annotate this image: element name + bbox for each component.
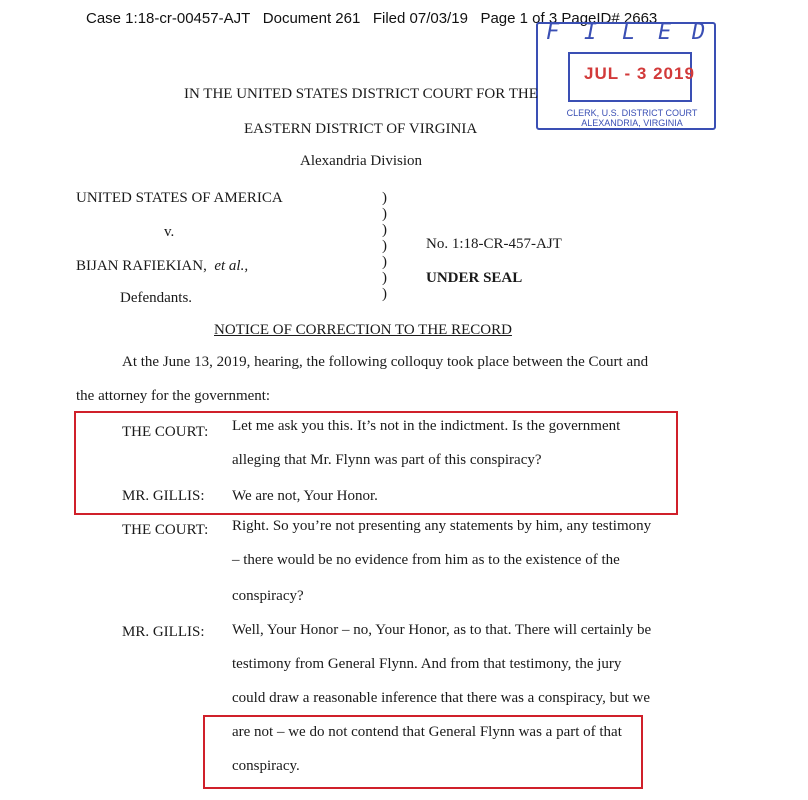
notice-title: NOTICE OF CORRECTION TO THE RECORD bbox=[214, 322, 512, 338]
stamp-clerk-line1: CLERK, U.S. DISTRICT COURT bbox=[566, 108, 698, 118]
paren: ) bbox=[382, 286, 387, 302]
intro-line1: At the June 13, 2019, hearing, the following colloquy took place between the Court and bbox=[122, 354, 649, 370]
intro-line2: the attorney for the government: bbox=[76, 388, 271, 404]
defendants-label: Defendants. bbox=[120, 290, 193, 306]
colloquy-line: could draw a reasonable inference that there was a conspiracy, but we bbox=[232, 690, 651, 706]
page-count: Page 1 of 3 bbox=[480, 10, 558, 27]
court-heading-line2: EASTERN DISTRICT OF VIRGINIA bbox=[244, 121, 478, 137]
filed-date: Filed 07/03/19 bbox=[372, 10, 468, 27]
stamp-letter: L bbox=[622, 20, 636, 45]
court-division: Alexandria Division bbox=[300, 153, 423, 169]
paren: ) bbox=[382, 238, 387, 254]
stamp-letter: I bbox=[584, 20, 598, 45]
stamp-letter: F bbox=[546, 20, 560, 45]
colloquy-line: alleging that Mr. Flynn was part of this conspiracy? bbox=[232, 452, 542, 468]
stamp-date: JUL - 3 2019 bbox=[584, 64, 695, 83]
court-heading-line1: IN THE UNITED STATES DISTRICT COURT FOR THE bbox=[184, 86, 538, 102]
paren: ) bbox=[382, 190, 387, 206]
colloquy-line: conspiracy? bbox=[232, 588, 304, 604]
highlight-box-2 bbox=[203, 715, 643, 789]
paren: ) bbox=[382, 254, 387, 270]
et-al: et al., bbox=[214, 258, 249, 274]
versus: v. bbox=[164, 224, 175, 240]
stamp-clerk-line2: ALEXANDRIA, VIRGINIA bbox=[581, 118, 683, 128]
colloquy-line: We are not, Your Honor. bbox=[232, 488, 378, 504]
paren: ) bbox=[382, 270, 387, 286]
colloquy-line: – there would be no evidence from him as to the existence of the bbox=[232, 552, 620, 568]
speaker-label: THE COURT: bbox=[122, 424, 209, 440]
plaintiff-name: UNITED STATES OF AMERICA bbox=[76, 190, 283, 206]
colloquy-line: Well, Your Honor – no, Your Honor, as to that. There will certainly be bbox=[232, 622, 652, 638]
defendant-name bbox=[76, 258, 248, 275]
paren: ) bbox=[382, 206, 387, 222]
colloquy-line: Right. So you’re not presenting any statements by him, any testimony bbox=[232, 518, 652, 534]
colloquy-line: conspiracy. bbox=[232, 758, 300, 774]
defendant-label: BIJAN RAFIEKIAN, bbox=[76, 258, 207, 274]
speaker-label: MR. GILLIS: bbox=[122, 488, 205, 504]
page-id: PageID# 2663 bbox=[561, 10, 658, 27]
speaker-label: THE COURT: bbox=[122, 522, 209, 538]
stamp-letter: E bbox=[658, 20, 672, 45]
colloquy-line: are not – we do not contend that General Flynn was a part of that bbox=[232, 724, 622, 740]
colloquy-line: Let me ask you this. It’s not in the indictment. Is the government bbox=[232, 418, 621, 434]
document-number: Document 261 bbox=[262, 10, 361, 27]
paren: ) bbox=[382, 222, 387, 238]
colloquy-line: testimony from General Flynn. And from that testimony, the jury bbox=[232, 656, 622, 672]
case-number: Case 1:18-cr-00457-AJT bbox=[86, 10, 251, 27]
under-seal: UNDER SEAL bbox=[426, 270, 523, 286]
stamp-letter: D bbox=[692, 20, 706, 45]
case-no: No. 1:18-CR-457-AJT bbox=[426, 236, 562, 252]
highlight-box-1 bbox=[74, 411, 678, 515]
speaker-label: MR. GILLIS: bbox=[122, 624, 205, 640]
stamp-clerk bbox=[562, 108, 702, 128]
